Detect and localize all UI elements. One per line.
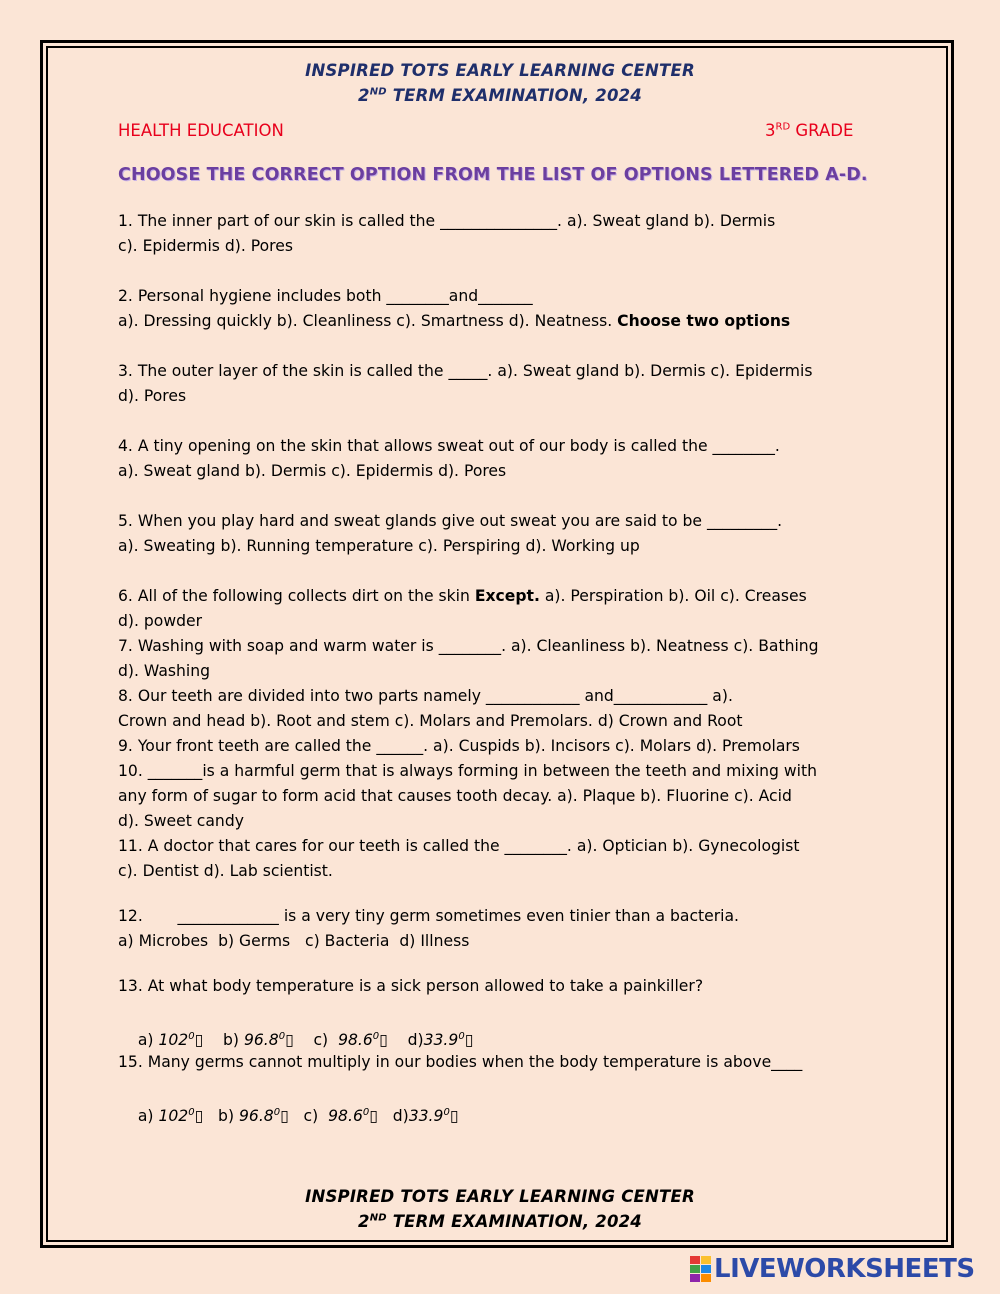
question-line: 3. The outer layer of the skin is called the _____. a). Sweat gland b). Dermis c). Epidermis <box>118 362 813 380</box>
question-line: 13. At what body temperature is a sick person allowed to take a painkiller? <box>118 977 704 995</box>
school-name-footer: INSPIRED TOTS EARLY LEARNING CENTER <box>305 1187 695 1206</box>
term-header <box>0 86 1000 105</box>
question-line: Crown and head b). Root and stem c). Molars and Premolars. d) Crown and Root <box>118 712 743 730</box>
logo-text: LIVEWORKSHEETS <box>714 1254 975 1284</box>
question-1 <box>118 209 893 259</box>
question-line: a) Microbes b) Germs c) Bacteria d) Illness <box>118 932 470 950</box>
option-value: $102^0▯$ <box>158 1107 204 1126</box>
question-line: 11. A doctor that cares for our teeth is called the ________. a). Optician b). Gynecologist <box>118 837 800 855</box>
question-line: d). powder <box>118 612 202 630</box>
question-note: Choose two options <box>617 312 791 330</box>
logo-block <box>701 1256 711 1264</box>
question-line: d). Washing <box>118 662 210 680</box>
grade-number: 3 <box>765 121 776 140</box>
term-number: 2 <box>358 1212 370 1231</box>
option-label: d) <box>387 1031 424 1050</box>
option-value: 96.8$^0$▯ <box>238 1107 289 1126</box>
option-value: 98.6$^0$▯ <box>328 1107 378 1126</box>
logo-block <box>690 1274 700 1282</box>
option-value: $102^0▯$ <box>158 1031 204 1050</box>
question-line: c). Epidermis d). Pores <box>118 237 293 255</box>
question-line: a). Sweating b). Running temperature c). Perspiring d). Working up <box>118 537 640 555</box>
option-value: 96.8$^0$▯ <box>243 1031 294 1050</box>
grade-label <box>765 121 853 140</box>
option-label: b) <box>203 1031 244 1050</box>
term-number: 2 <box>358 86 370 105</box>
question-options-row <box>118 1075 893 1154</box>
logo-block <box>701 1265 711 1273</box>
term-suffix: ND <box>369 1212 387 1224</box>
option-label: b) <box>203 1107 239 1126</box>
grade-text: GRADE <box>790 121 854 140</box>
question-2 <box>118 284 893 334</box>
question-11 <box>118 834 893 884</box>
question-line: 2. Personal hygiene includes both ________and_______ <box>118 287 533 305</box>
question-line: 15. Many germs cannot multiply in our bodies when the body temperature is above____ <box>118 1053 803 1071</box>
term-footer <box>0 1212 1000 1231</box>
question-15 <box>118 1050 893 1154</box>
term-suffix: ND <box>369 86 387 98</box>
option-label: c) <box>288 1107 329 1126</box>
question-3 <box>118 359 893 409</box>
question-options: a). Dressing quickly b). Cleanliness c). Smartness d). Neatness. <box>118 312 618 330</box>
question-line: 8. Our teeth are divided into two parts namely ____________ and____________ a). <box>118 687 733 705</box>
logo-block <box>690 1256 700 1264</box>
question-emphasis: Except. <box>474 587 540 605</box>
instruction-heading: CHOOSE THE CORRECT OPTION FROM THE LIST OF OPTIONS LETTERED A-D. <box>118 165 868 185</box>
grade-suffix: RD <box>775 121 791 133</box>
question-line: c). Dentist d). Lab scientist. <box>118 862 333 880</box>
option-label: a) <box>137 1031 159 1050</box>
question-line <box>118 309 893 334</box>
term-text: TERM EXAMINATION, 2024 <box>386 86 642 105</box>
question-6 <box>118 584 893 634</box>
question-line: d). Pores <box>118 387 187 405</box>
question-line: d). Sweet candy <box>118 812 244 830</box>
term-text: TERM EXAMINATION, 2024 <box>386 1212 642 1231</box>
question-9 <box>118 734 893 759</box>
logo-block <box>690 1265 700 1273</box>
option-value: 98.6$^0$▯ <box>338 1031 388 1050</box>
option-label: d) <box>377 1107 409 1126</box>
question-line: 4. A tiny opening on the skin that allows sweat out of our body is called the ________. <box>118 437 780 455</box>
question-5 <box>118 509 893 559</box>
question-12 <box>118 904 893 954</box>
question-4 <box>118 434 893 484</box>
option-value: 33.9$^0$▯ <box>408 1107 459 1126</box>
question-line: any form of sugar to form acid that causes tooth decay. a). Plaque b). Fluorine c). Acid <box>118 787 792 805</box>
question-8 <box>118 684 893 734</box>
question-line: a). Sweat gland b). Dermis c). Epidermis d). Pores <box>118 462 507 480</box>
question-10 <box>118 759 893 834</box>
option-value: 33.9$^0$▯ <box>423 1031 474 1050</box>
school-name-header: INSPIRED TOTS EARLY LEARNING CENTER <box>305 61 695 80</box>
question-line: 7. Washing with soap and warm water is ________. a). Cleanliness b). Neatness c). Bathing <box>118 637 819 655</box>
option-label: c) <box>293 1031 339 1050</box>
logo-blocks-icon <box>690 1256 711 1282</box>
question-line: 10. _______is a harmful germ that is always forming in between the teeth and mixing with <box>118 762 818 780</box>
question-line <box>118 584 893 609</box>
option-label: a) <box>137 1107 159 1126</box>
question-line: 5. When you play hard and sweat glands give out sweat you are said to be _________. <box>118 512 783 530</box>
liveworksheets-logo <box>690 1254 975 1284</box>
question-line: 12. _____________ is a very tiny germ sometimes even tinier than a bacteria. <box>118 907 739 925</box>
question-options: a). Perspiration b). Oil c). Creases <box>539 587 807 605</box>
question-text: 6. All of the following collects dirt on the skin <box>118 587 475 605</box>
subject-label: HEALTH EDUCATION <box>118 121 284 140</box>
question-7 <box>118 634 893 684</box>
question-line: 9. Your front teeth are called the ______. a). Cuspids b). Incisors c). Molars d). Premolars <box>118 737 800 755</box>
logo-block <box>701 1274 711 1282</box>
question-line: 1. The inner part of our skin is called the _______________. a). Sweat gland b). Dermis <box>118 212 776 230</box>
